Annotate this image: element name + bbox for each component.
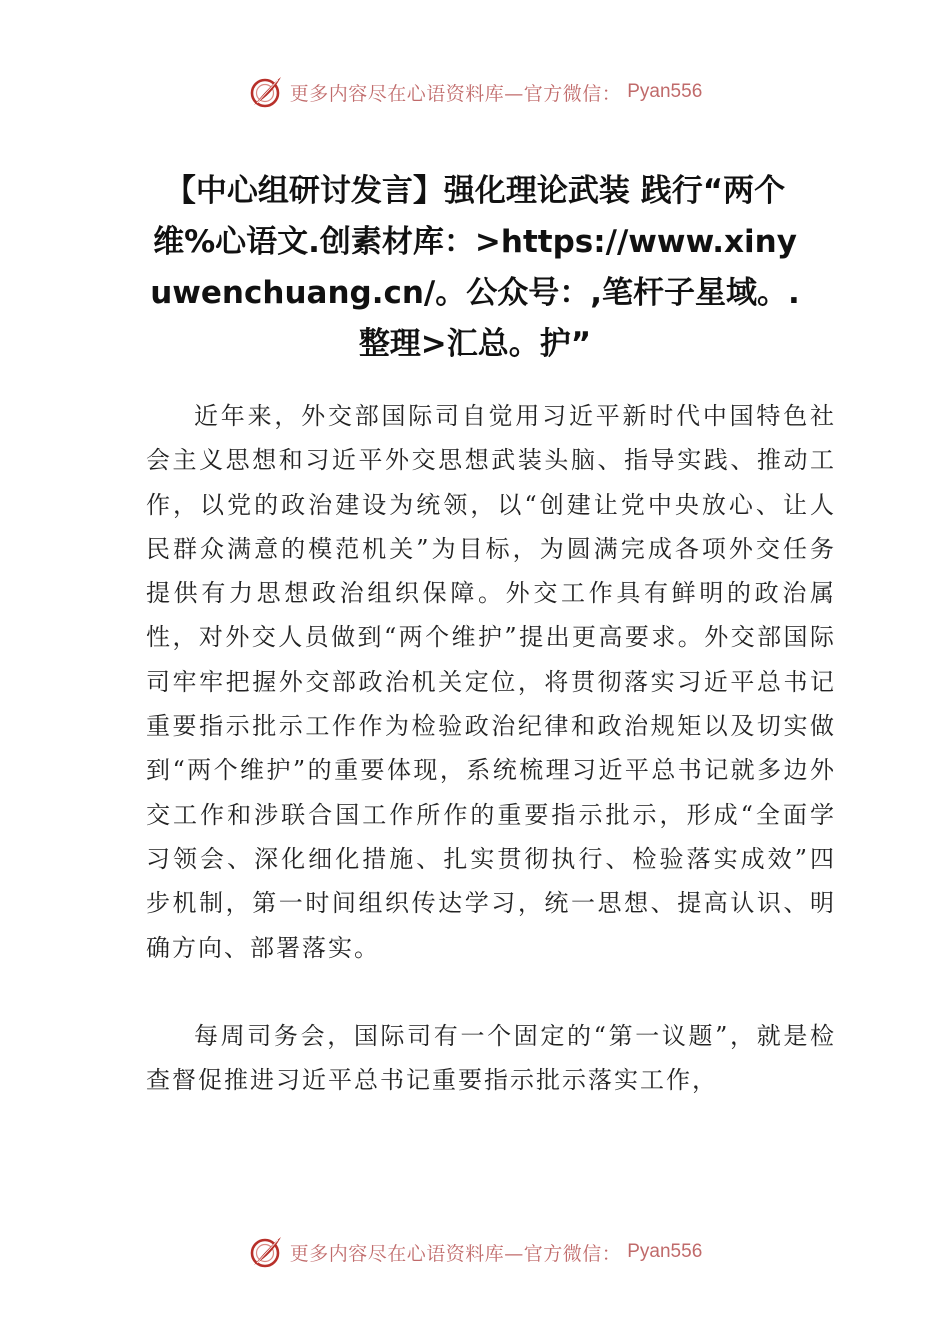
header-banner-account: Pyan556 [627, 81, 703, 102]
footer-banner-text: 更多内容尽在心语资料库—官方微信： [289, 1242, 622, 1265]
document-title: 【中心组研讨发言】强化理论武装 践行“两个维%心语文.创素材库：>https://www.xinyuwenchuang.cn/。公众号：,笔杆子星域。.整理>汇总。护” [150, 173, 800, 362]
document-body [146, 394, 836, 1102]
header-banner [0, 72, 950, 112]
footer-banner [0, 1232, 950, 1272]
body-paragraph-1: 近年来，外交部国际司自觉用习近平新时代中国特色社会主义思想和习近平外交思想武装头脑、指导实践、推动工作，以党的政治建设为统领，以“创建让党中央放心、让人民群众满意的模范机关”为目标，为圆满完成各项外交任务提供有力思想政治组织保障。外交工作具有鲜明的政治属性，对外交人员做到“两个维护”提出更高要求。外交部国际司牢牢把握外交部政治机关定位，将贯彻落实习近平总书记重要指示批示工作作为检验政治纪律和政治规矩以及切实做到“两个维护”的重要体现，系统梳理习近平总书记就多边外交工作和涉联合国工作所作的重要指示批示，形成“全面学习领会、深化细化措施、扎实贯彻执行、检验落实成效”四步机制，第一时间组织传达学习，统一思想、提高认识、明确方向、部署落实。 [146, 402, 836, 962]
header-banner-text: 更多内容尽在心语资料库—官方微信： [289, 82, 622, 105]
footer-banner-account: Pyan556 [627, 1241, 703, 1262]
quill-circle-logo-icon [248, 1234, 284, 1270]
body-paragraph-2: 每周司务会，国际司有一个固定的“第一议题”，就是检查督促推进习近平总书记重要指示批示落实工作， [146, 1021, 836, 1095]
quill-circle-logo-icon [248, 74, 284, 110]
